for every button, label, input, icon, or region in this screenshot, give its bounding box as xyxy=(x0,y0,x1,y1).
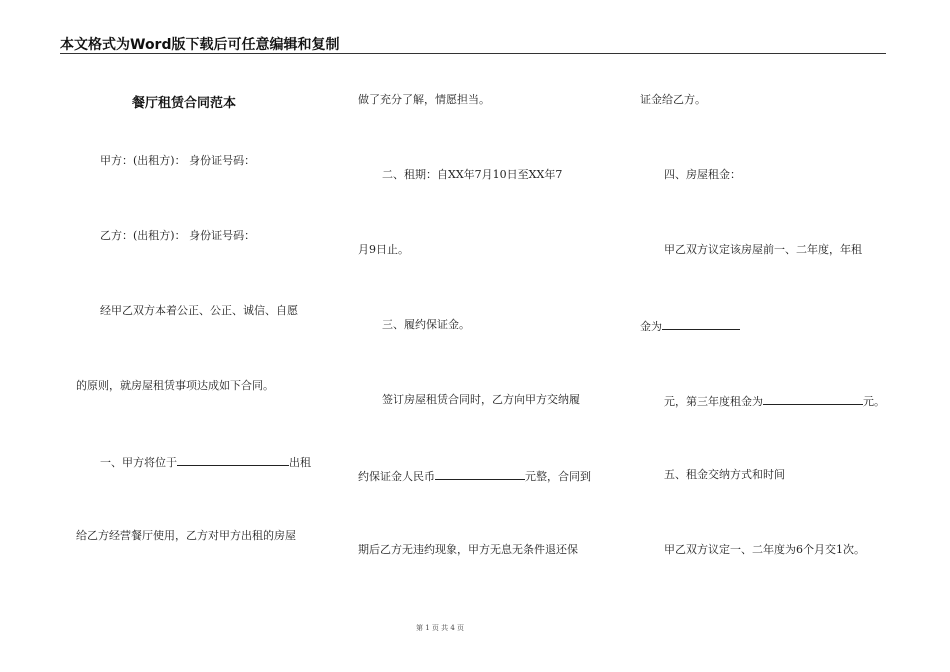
rent-line-1: 甲乙双方议定该房屋前一、二年度，年租 xyxy=(664,243,862,256)
deposit-line-3: 期后乙方无违约现象，甲方无息无条件退还保 xyxy=(358,543,578,556)
clause-3-heading: 三、履约保证金。 xyxy=(382,318,470,331)
intro-line-2: 的原则，就房屋租赁事项达成如下合同。 xyxy=(76,379,274,392)
deposit-amount-blank xyxy=(435,468,525,480)
page-column-2 xyxy=(358,0,608,672)
clause-2-continuation: 月9日止。 xyxy=(358,243,409,256)
document-title: 餐厅租赁合同范本 xyxy=(132,96,237,111)
rent-line-2 xyxy=(640,318,740,334)
rent-prefix: 金为 xyxy=(640,320,662,333)
clause-1-prefix: 一、甲方将位于 xyxy=(100,456,177,469)
clause-1-continuation: 给乙方经营餐厅使用，乙方对甲方出租的房屋 xyxy=(76,529,296,542)
party-a-line: 甲方：(出租方)： 身份证号码： xyxy=(100,154,256,167)
annual-rent-blank xyxy=(662,318,740,330)
clause-1-line xyxy=(100,454,311,470)
page-column-3 xyxy=(640,0,900,672)
location-blank xyxy=(177,454,289,466)
page-column-1 xyxy=(76,0,326,672)
deposit-line-1: 签订房屋租赁合同时，乙方向甲方交纳履 xyxy=(382,393,580,406)
col3-line-1: 证金给乙方。 xyxy=(640,93,706,106)
clause-5-heading: 五、租金交纳方式和时间 xyxy=(664,468,785,481)
deposit-prefix: 约保证金人民币 xyxy=(358,470,435,483)
download-banner: 本文格式为Word版下载后可任意编辑和复制 xyxy=(60,37,340,53)
deposit-suffix: 元整，合同到 xyxy=(525,470,591,483)
third-year-prefix: 元，第三年度租金为 xyxy=(664,395,763,408)
intro-line-1: 经甲乙双方本着公正、公正、诚信、自愿 xyxy=(100,304,298,317)
clause-2-line: 二、租期：自XX年7月10日至XX年7 xyxy=(382,168,563,181)
rent-line-3 xyxy=(664,393,885,409)
deposit-line-2 xyxy=(358,468,591,484)
clause-4-heading: 四、房屋租金： xyxy=(664,168,741,181)
third-year-suffix: 元。 xyxy=(863,395,885,408)
page-number: 第 1 页 共 4 页 xyxy=(415,624,465,632)
col2-line-1: 做了充分了解，情愿担当。 xyxy=(358,93,490,106)
third-year-rent-blank xyxy=(763,393,863,405)
clause-1-suffix: 出租 xyxy=(289,456,311,469)
payment-line-1: 甲乙双方议定一、二年度为6个月交1次。 xyxy=(664,543,865,556)
party-b-line: 乙方：(出租方)： 身份证号码： xyxy=(100,229,256,242)
